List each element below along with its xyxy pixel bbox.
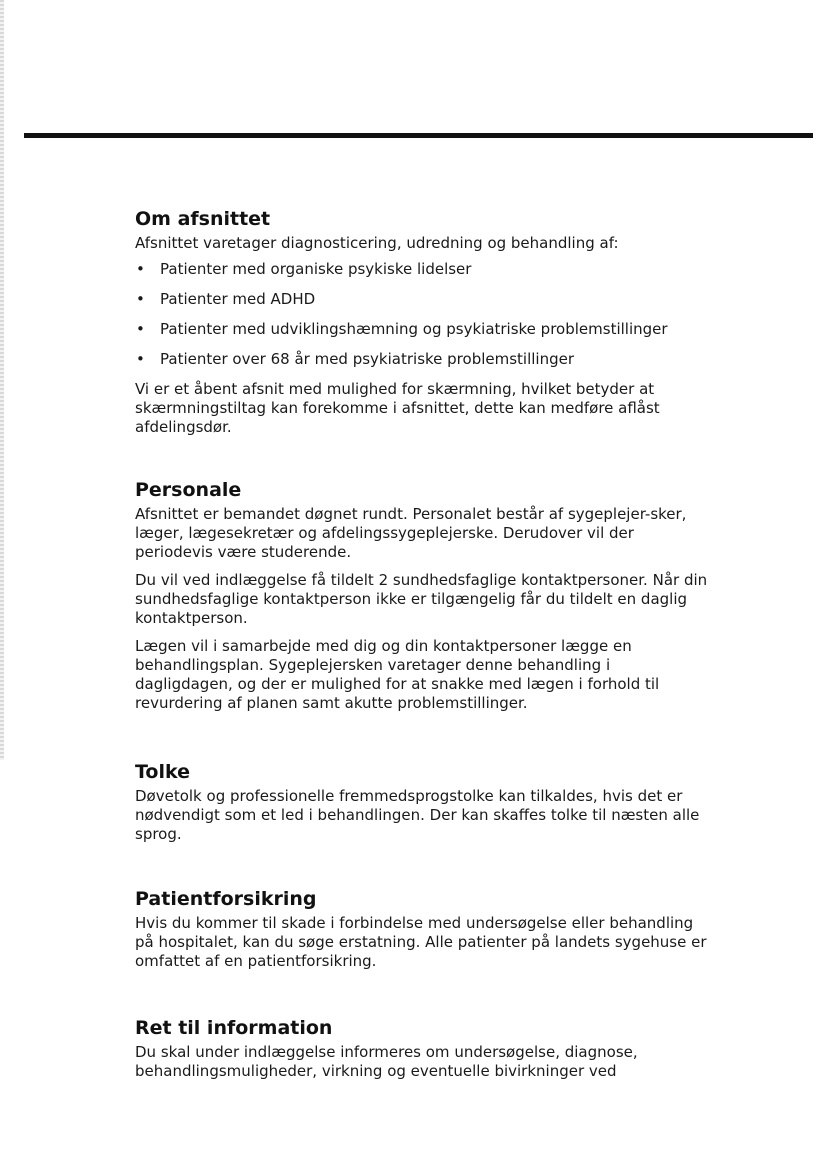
section-patientforsikring: [135, 886, 710, 971]
patient-list: [135, 260, 710, 369]
heading-ret-til-information: Ret til information: [135, 1017, 333, 1039]
paragraph-patientforsikring: Hvis du kommer til skade i forbindelse med undersøgelse eller behandling på hospitalet, kan du søge erstatning. Alle patienter på landets sygehuse er omfattet af en patientforsikring.: [135, 914, 707, 970]
heading-tolke: Tolke: [135, 761, 191, 783]
paragraph-personale-3: Lægen vil i samarbejde med dig og din kontaktpersoner lægge en behandlingsplan. Sygeplejersken varetager denne behandling i dagligdagen, og der er mulighed for at snakke med lægen i forhold til revurdering af planen samt akutte problemstillinger.: [135, 637, 660, 712]
list-item: • Patienter med udviklingshæmning og psykiatriske problemstillinger: [135, 320, 710, 339]
list-item: • Patienter med organiske psykiske lidelser: [135, 260, 710, 279]
list-item: • Patienter over 68 år med psykiatriske problemstillinger: [135, 350, 710, 369]
intro-om-afsnittet: Afsnittet varetager diagnosticering, udredning og behandling af:: [135, 234, 619, 252]
heading-patientforsikring: Patientforsikring: [135, 888, 317, 910]
top-rule: [24, 133, 813, 138]
list-item: • Patienter med ADHD: [135, 290, 710, 309]
paragraph-personale-2: Du vil ved indlæggelse få tildelt 2 sundhedsfaglige kontaktpersoner. Når din sundhedsfaglige kontaktperson ikke er tilgængelig får du tildelt en daglig kontaktperson.: [135, 571, 708, 627]
section-ret-til-information: [135, 1015, 710, 1081]
section-personale: [135, 477, 710, 713]
paragraph-om-afsnittet: Vi er et åbent afsnit med mulighed for skærmning, hvilket betyder at skærmningstiltag kan forekomme i afsnittet, dette kan medføre aflåst afdelingsdør.: [135, 380, 660, 436]
scan-edge: [0, 0, 4, 760]
heading-personale: Personale: [135, 479, 242, 501]
paragraph-ret-til-information: Du skal under indlæggelse informeres om undersøgelse, diagnose, behandlingsmuligheder, virkning og eventuelle bivirkninger ved: [135, 1043, 638, 1080]
document-body: [135, 206, 710, 1090]
paragraph-personale-1: Afsnittet er bemandet døgnet rundt. Personalet består af sygeplejer-sker, læger, lægesekretær og afdelingssygeplejerske. Derudover vil der periodevis være studerende.: [135, 505, 687, 561]
heading-om-afsnittet: Om afsnittet: [135, 208, 271, 230]
section-om-afsnittet: [135, 206, 710, 437]
paragraph-tolke: Døvetolk og professionelle fremmedsprogstolke kan tilkaldes, hvis det er nødvendigt som et led i behandlingen. Der kan skaffes tolke til næsten alle sprog.: [135, 787, 700, 843]
section-tolke: [135, 759, 710, 844]
